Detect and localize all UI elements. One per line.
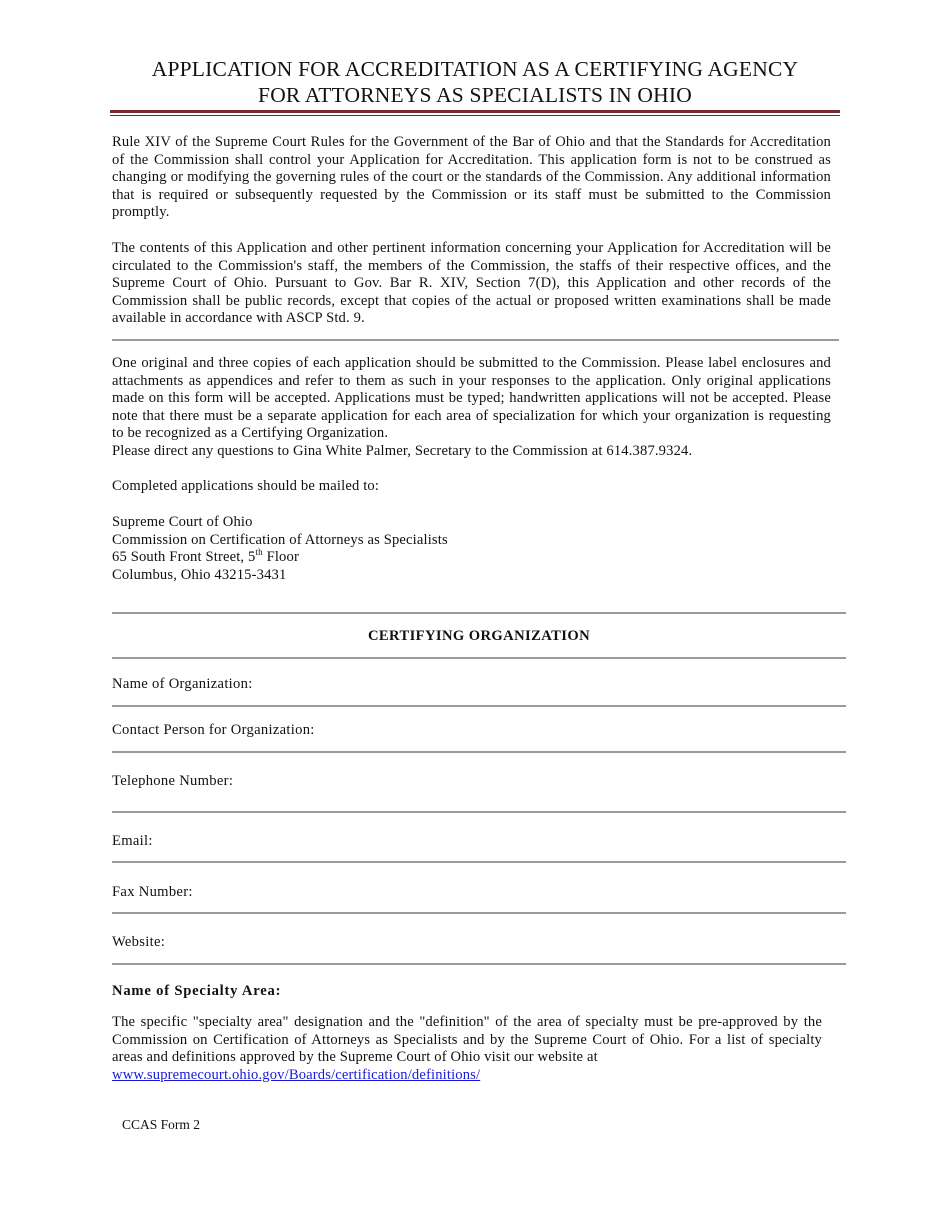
title-line-1: APPLICATION FOR ACCREDITATION AS A CERTIFYING AGENCY [151,57,799,81]
specialty-description: The specific "specialty area" designation and the "definition" of the area of specialty must be pre-approved by the Commission on Certification of Attorneys as Specialists and by the Supreme Court of Ohio. For a list of specialty areas and definitions approved by the Supreme Court of Ohio visit our website at www.supremecourt.ohio.gov/Boards/certification/definitions/ [112,1014,822,1083]
address-line-2: Commission on Certification of Attorneys as Specialists [112,531,448,548]
form-divider [112,963,846,965]
form-divider [112,657,846,659]
address-line-4: Columbus, Ohio 43215-3431 [112,566,287,583]
instructions-paragraph: One original and three copies of each application should be submitted to the Commission. Please label enclosures and attachments as appendices and refer to them as such in your responses to the application. Only original applications made on this form will be accepted. Applications must be typed; handwritten applications will not be accepted. Please note that there must be a separate application for each area of specialization for which your organization is requesting to be recognized as a Certifying Organization. [112,355,831,442]
specialty-area-heading[interactable]: Name of Specialty Area: [112,983,282,999]
page-title [110,56,840,108]
intro-paragraph-1: Rule XIV of the Supreme Court Rules for the Government of the Bar of Ohio and that the Standards for Accreditation of the Commission shall control your Application for Accreditation. This application form is not to be construed as changing or modifying the governing rules of the court or the standards of the Commission. Any additional information that is required or subsequently requested by the Commission or its staff must be submitted to the Commission promptly. [112,134,831,221]
title-divider-thick [110,110,840,113]
org-name-field[interactable]: Name of Organization: [112,676,253,692]
form-divider [112,861,846,863]
title-divider-thin [110,115,840,116]
form-divider [112,912,846,914]
address-line-3: 65 South Front Street, 5th Floor [112,547,299,566]
form-divider [112,751,846,753]
certifying-organization-heading: CERTIFYING ORGANIZATION [367,628,591,644]
mailing-address [112,514,448,584]
intro-paragraph-2: The contents of this Application and other pertinent information concerning your Application for Accreditation will be circulated to the Commission's staff, the members of the Commission, the staffs of their respective offices, and the Supreme Court of Ohio. Pursuant to Gov. Bar R. XIV, Section 7(D), this Application and other records of the Commission shall be public records, except that copies of the actual or proposed written examinations shall be made available in accordance with ASCP Std. 9. [112,240,831,327]
section-divider [112,339,839,341]
form-id: CCAS Form 2 [122,1117,201,1132]
title-line-2: FOR ATTORNEYS AS SPECIALISTS IN OHIO [258,83,692,107]
address-line-1: Supreme Court of Ohio [112,514,253,530]
form-divider [112,705,846,707]
telephone-field[interactable]: Telephone Number: [112,773,234,789]
mailing-instruction: Completed applications should be mailed to: [112,478,380,494]
contact-person-field[interactable]: Contact Person for Organization: [112,722,315,738]
form-divider-top [112,612,846,614]
website-field[interactable]: Website: [112,934,166,950]
form-divider [112,811,846,813]
email-field[interactable]: Email: [112,833,153,849]
definitions-link[interactable]: www.supremecourt.ohio.gov/Boards/certification/definitions/ [112,1066,481,1083]
contact-line: Please direct any questions to Gina White Palmer, Secretary to the Commission at 614.387.9324. [112,443,693,459]
fax-field[interactable]: Fax Number: [112,884,193,900]
